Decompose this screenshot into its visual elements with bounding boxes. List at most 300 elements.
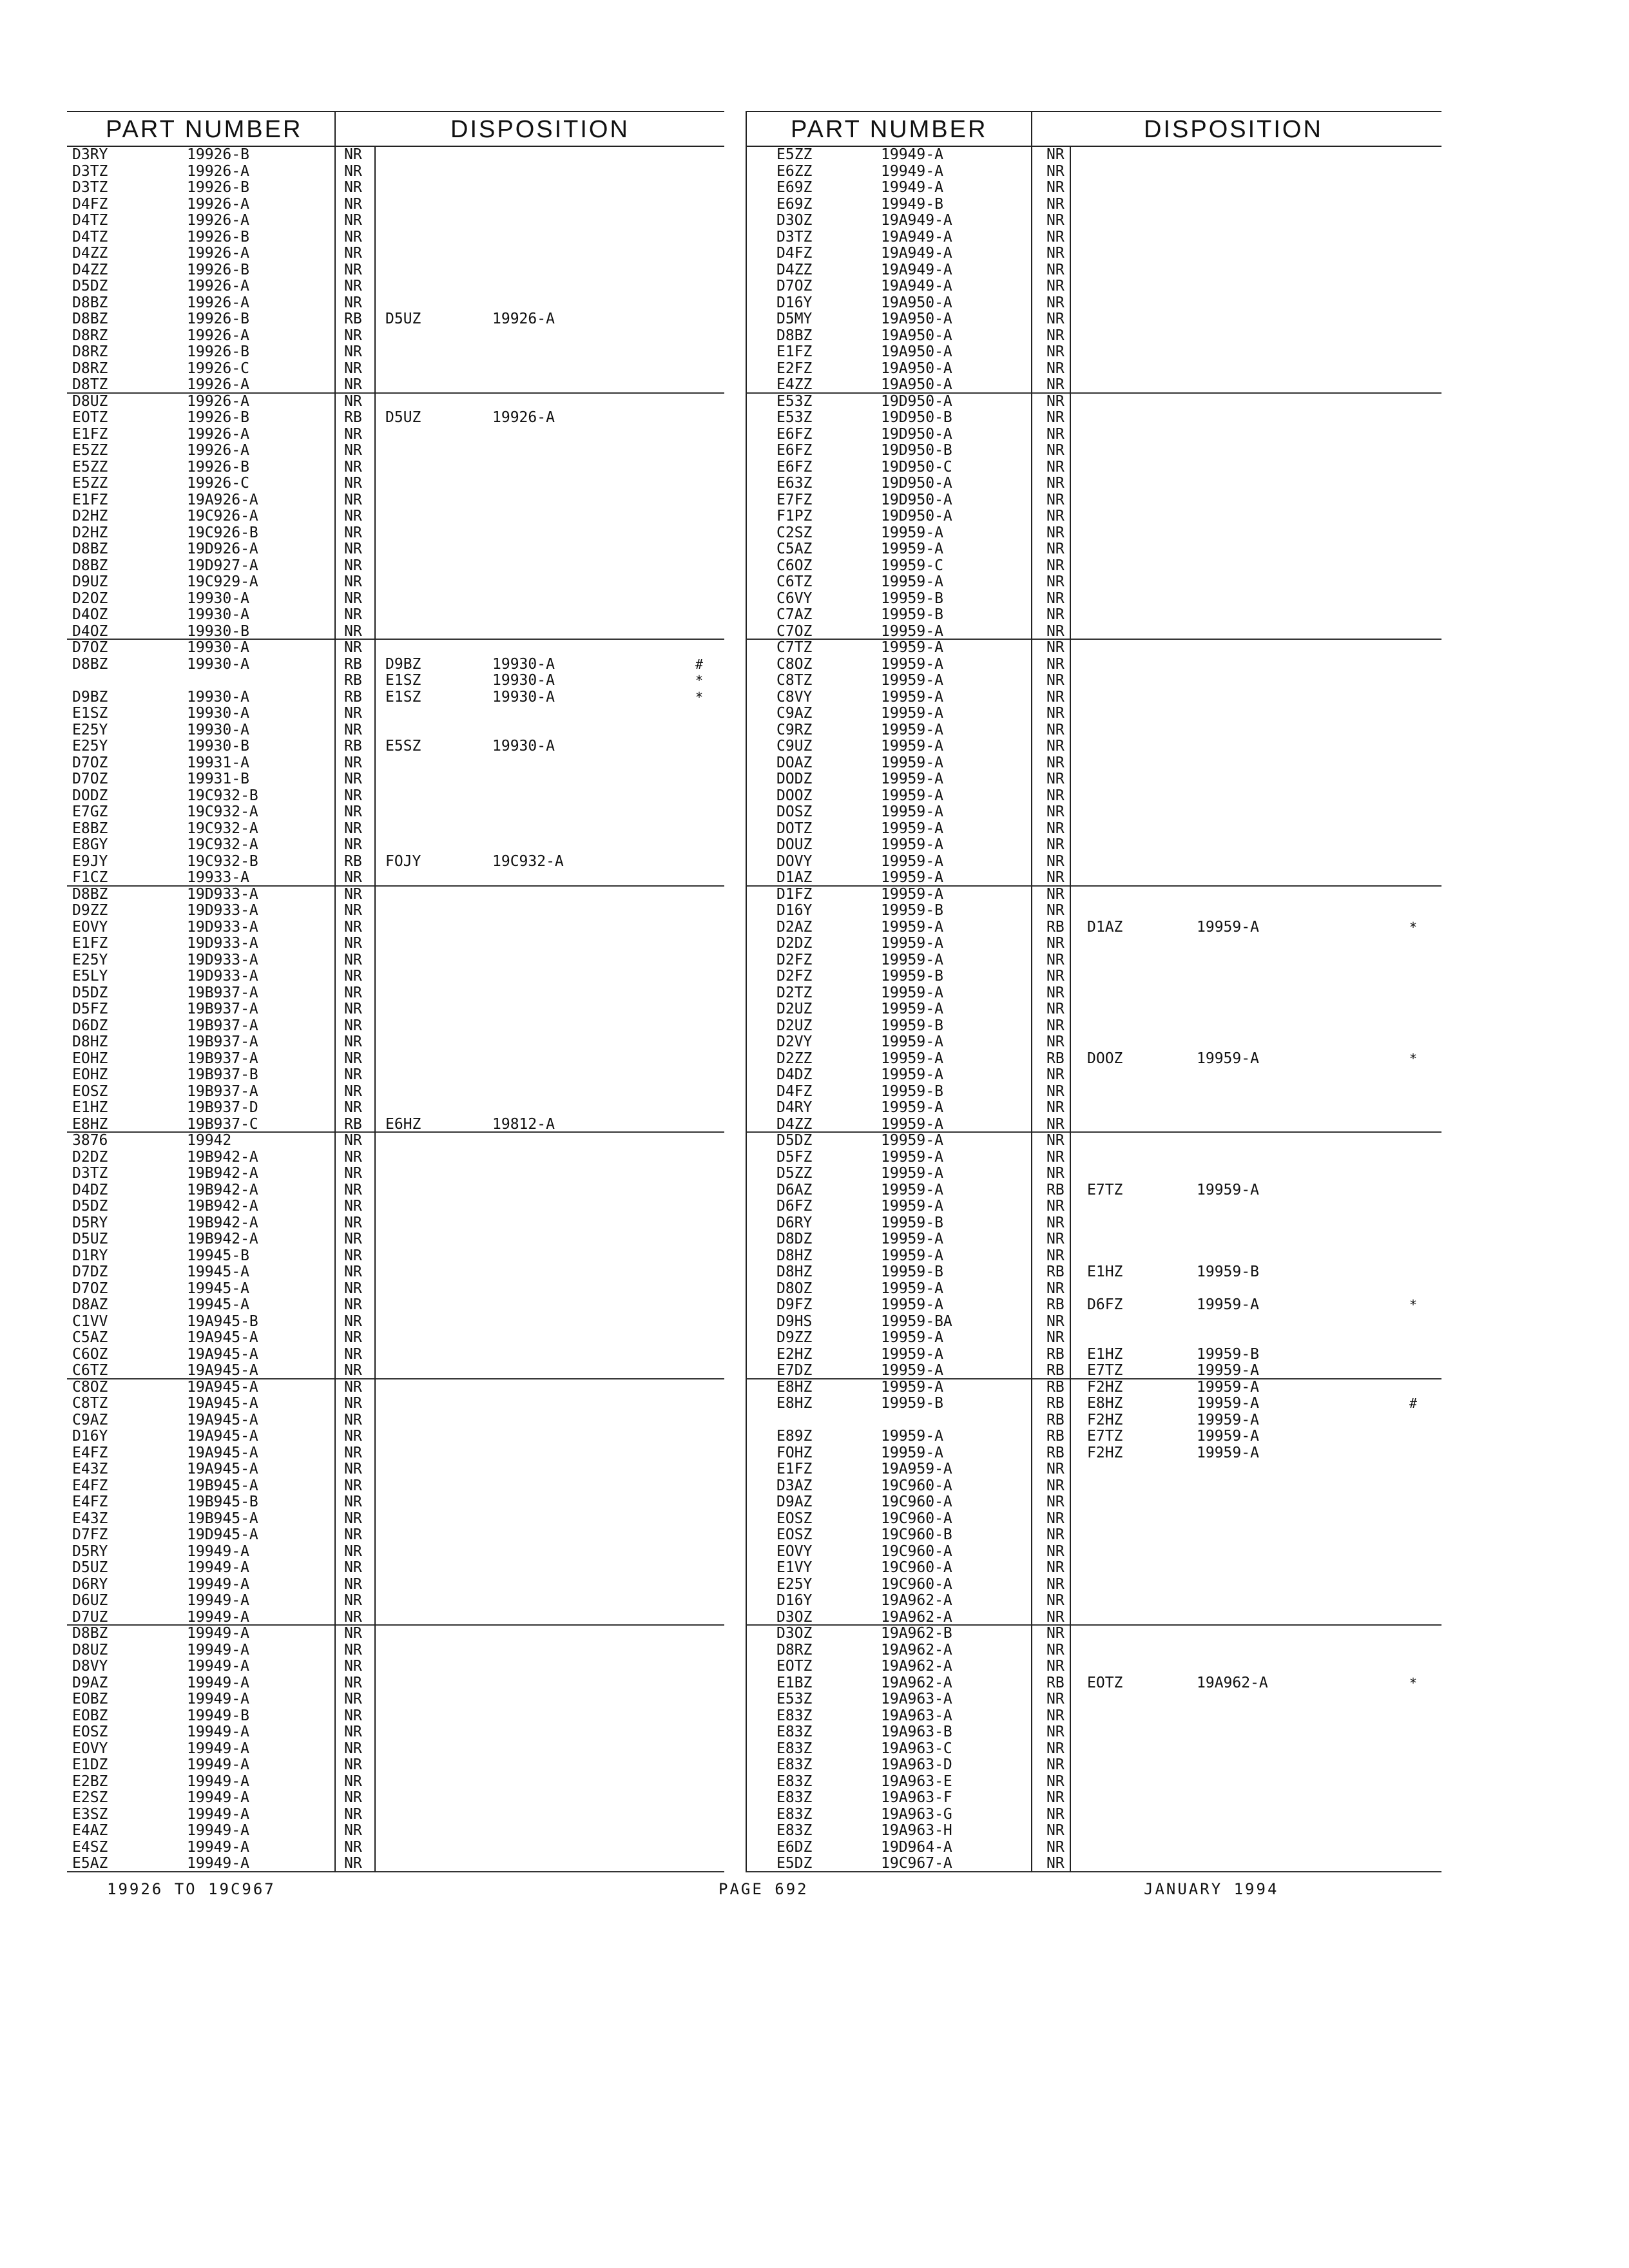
part-number: 19959-A <box>881 1444 943 1461</box>
disposition-code: NR <box>1046 606 1065 623</box>
prefix: D8DZ <box>776 1231 813 1247</box>
column-divider <box>1070 147 1071 1872</box>
table-row <box>67 1314 724 1331</box>
prefix: D3OZ <box>776 212 813 229</box>
part-number: 19949-A <box>187 1559 249 1576</box>
disposition-code: NR <box>344 1559 362 1576</box>
disposition-code: NR <box>1046 1017 1065 1034</box>
part-number: 19930-A <box>187 705 249 722</box>
prefix: E7GZ <box>72 803 108 820</box>
table-row <box>67 377 724 394</box>
prefix: D5UZ <box>72 1559 108 1576</box>
disposition-code: NR <box>344 1411 362 1428</box>
table-row <box>746 1790 1441 1807</box>
table-row <box>67 804 724 821</box>
column-divider <box>1031 147 1032 1872</box>
prefix: E25Y <box>72 721 108 738</box>
part-number: 19959-A <box>881 1099 943 1116</box>
disposition-code: NR <box>344 1625 362 1642</box>
note-mark: # <box>695 656 704 672</box>
column-divider <box>334 147 336 1872</box>
part-number: 19B937-B <box>187 1066 258 1083</box>
table-row <box>746 985 1441 1002</box>
prefix: E4ZZ <box>776 376 813 393</box>
part-number: 19949-A <box>187 1789 249 1806</box>
replacement-prefix: D5UZ <box>385 311 421 327</box>
prefix: D2DZ <box>72 1148 108 1166</box>
part-number: 19959-B <box>881 1264 943 1280</box>
table-row <box>746 508 1441 525</box>
table-row <box>746 295 1441 312</box>
table-row <box>746 870 1441 887</box>
replacement-part: 19959-A <box>1197 1181 1259 1198</box>
table-row <box>67 410 724 427</box>
prefix: D8BZ <box>776 327 813 344</box>
prefix: D4ZZ <box>72 261 108 278</box>
prefix: D5FZ <box>776 1148 813 1166</box>
part-number: 19D950-A <box>881 475 952 492</box>
replacement-prefix: F2HZ <box>1087 1378 1123 1396</box>
part-number: 19C960-A <box>881 1477 952 1494</box>
prefix: E53Z <box>776 1691 813 1707</box>
table-row <box>67 262 724 279</box>
prefix: C2SZ <box>776 524 813 541</box>
disposition-code: NR <box>1046 392 1065 410</box>
disposition-code: NR <box>1046 475 1065 492</box>
prefix: DOOZ <box>776 787 813 804</box>
replacement-prefix: E6HZ <box>385 1115 421 1133</box>
prefix: E89Z <box>776 1428 813 1445</box>
prefix: D7OZ <box>72 639 108 656</box>
part-number: 19959-A <box>881 787 943 804</box>
disposition-code: NR <box>1046 754 1065 771</box>
table-row <box>67 245 724 262</box>
disposition-code: NR <box>344 1181 362 1198</box>
table-row <box>746 1708 1441 1725</box>
table-row <box>746 722 1441 739</box>
part-number: 19930-A <box>187 655 249 673</box>
replacement-prefix: DOOZ <box>1087 1050 1123 1067</box>
table-row <box>67 640 724 657</box>
table-row <box>67 1544 724 1561</box>
prefix: D2UZ <box>776 1017 813 1034</box>
part-number: 19C932-A <box>187 820 258 837</box>
disposition-code: NR <box>344 1395 362 1412</box>
part-number: 19949-B <box>881 195 943 213</box>
disposition-code: NR <box>1046 1805 1065 1823</box>
table-row <box>67 771 724 788</box>
disposition-code: NR <box>1046 458 1065 476</box>
prefix: DOUZ <box>776 836 813 853</box>
table-row <box>746 1774 1441 1791</box>
table-row <box>746 1428 1441 1445</box>
part-number: 19A950-A <box>881 311 952 327</box>
right-table <box>746 111 1441 1872</box>
table-row <box>67 1658 724 1675</box>
disposition-code: NR <box>344 524 362 541</box>
prefix: D3OZ <box>776 1625 813 1642</box>
table-row <box>67 1774 724 1791</box>
table-row <box>67 1281 724 1298</box>
prefix: EOVY <box>776 1542 813 1560</box>
part-number: 19A959-A <box>881 1461 952 1477</box>
disposition-code: NR <box>1046 1625 1065 1642</box>
prefix: D9ZZ <box>72 902 108 919</box>
prefix: E4FZ <box>72 1444 108 1461</box>
prefix: E4SZ <box>72 1838 108 1856</box>
table-row <box>746 1461 1441 1478</box>
disposition-code: RB <box>1046 1181 1065 1198</box>
prefix: D8BZ <box>72 1625 108 1642</box>
disposition-code: NR <box>344 162 362 180</box>
prefix: C8VY <box>776 688 813 706</box>
disposition-code: NR <box>344 1608 362 1626</box>
disposition-code: NR <box>344 179 362 196</box>
prefix: D6RY <box>776 1214 813 1231</box>
part-number: 19A962-A <box>881 1674 952 1691</box>
part-number: 19959-B <box>881 590 943 607</box>
disposition-code: NR <box>344 1641 362 1658</box>
table-row <box>746 624 1441 640</box>
disposition-code: RB <box>1046 1362 1065 1379</box>
part-number: 19930-A <box>187 590 249 607</box>
prefix: D7OZ <box>72 754 108 771</box>
part-number-header: PART NUMBER <box>106 116 303 143</box>
left-table-header <box>67 111 724 147</box>
note-mark: * <box>695 673 704 688</box>
prefix: D8VY <box>72 1658 108 1675</box>
part-number: 19A963-A <box>881 1691 952 1707</box>
prefix: E25Y <box>72 951 108 968</box>
prefix: D4TZ <box>72 212 108 229</box>
part-number: 19D950-A <box>881 508 952 524</box>
disposition-code: NR <box>1046 524 1065 541</box>
part-number: 19930-A <box>187 639 249 656</box>
replacement-part: 19959-A <box>1197 1395 1259 1412</box>
part-number: 19959-A <box>881 1132 943 1149</box>
disposition-code: NR <box>344 1477 362 1494</box>
table-row <box>67 1642 724 1659</box>
table-row <box>67 525 724 542</box>
disposition-code: NR <box>344 1805 362 1823</box>
prefix: EOVY <box>72 918 108 936</box>
part-number: 19D950-C <box>881 458 952 476</box>
table-row <box>67 1084 724 1100</box>
prefix: D8BZ <box>72 311 108 327</box>
table-row <box>746 738 1441 755</box>
prefix: D16Y <box>776 902 813 919</box>
disposition-code: NR <box>344 195 362 213</box>
part-number: 19959-A <box>881 836 943 853</box>
part-number: 19949-A <box>187 1674 249 1691</box>
disposition-code: NR <box>1046 935 1065 952</box>
replacement-prefix: D1AZ <box>1087 918 1123 936</box>
disposition-code: NR <box>344 1345 362 1363</box>
replacement-prefix: E8HZ <box>1087 1395 1123 1412</box>
disposition-code: NR <box>344 935 362 952</box>
prefix: E5ZZ <box>72 475 108 492</box>
table-row <box>67 328 724 345</box>
part-number: 19A962-B <box>881 1625 952 1642</box>
prefix: D6AZ <box>776 1181 813 1198</box>
prefix: D5UZ <box>72 1231 108 1247</box>
table-row <box>746 1396 1441 1412</box>
prefix: E83Z <box>776 1773 813 1790</box>
table-row <box>67 854 724 870</box>
part-number: 19949-A <box>187 1838 249 1856</box>
prefix: C9UZ <box>776 738 813 754</box>
table-row <box>746 1741 1441 1758</box>
table-row <box>746 1018 1441 1035</box>
part-number: 19926-A <box>187 442 249 459</box>
disposition-code: NR <box>344 1707 362 1724</box>
disposition-code: NR <box>1046 1099 1065 1116</box>
table-row <box>67 459 724 476</box>
replacement-prefix: F2HZ <box>1087 1411 1123 1428</box>
table-row <box>67 541 724 558</box>
table-row <box>746 1658 1441 1675</box>
table-row <box>746 936 1441 952</box>
left-table-rows <box>67 147 724 1872</box>
prefix: D8BZ <box>72 655 108 673</box>
right-table-rows <box>746 147 1441 1872</box>
part-number: 19C960-A <box>881 1559 952 1576</box>
prefix: C9AZ <box>72 1411 108 1428</box>
table-row <box>746 1281 1441 1298</box>
table-row <box>746 673 1441 689</box>
part-number: 19A949-A <box>881 212 952 229</box>
prefix: D4FZ <box>776 1082 813 1100</box>
prefix: DOTZ <box>776 820 813 837</box>
disposition-code: NR <box>1046 1740 1065 1757</box>
disposition-code: NR <box>344 491 362 508</box>
part-number: 19959-B <box>881 606 943 623</box>
part-number: 19B937-A <box>187 1082 258 1100</box>
disposition-code: NR <box>344 1494 362 1510</box>
disposition-code: NR <box>344 754 362 771</box>
part-number: 19A949-A <box>881 261 952 278</box>
part-number: 19C932-B <box>187 787 258 804</box>
prefix: D9AZ <box>72 1674 108 1691</box>
table-row <box>67 558 724 575</box>
part-number: 19949-A <box>187 1608 249 1626</box>
replacement-prefix: E7TZ <box>1087 1362 1123 1379</box>
table-row <box>746 706 1441 722</box>
table-row <box>67 1840 724 1856</box>
table-row <box>746 1067 1441 1084</box>
disposition-code: NR <box>344 1017 362 1034</box>
table-row <box>746 1231 1441 1248</box>
table-row <box>67 492 724 509</box>
part-number: 19959-B <box>881 1017 943 1034</box>
part-number-header: PART NUMBER <box>791 116 988 143</box>
disposition-code: NR <box>1046 655 1065 673</box>
disposition-code: NR <box>344 294 362 311</box>
prefix: D16Y <box>776 294 813 311</box>
note-mark: * <box>1409 1675 1418 1691</box>
table-row <box>746 1577 1441 1593</box>
disposition-code: RB <box>1046 1296 1065 1313</box>
table-row <box>67 1724 724 1741</box>
part-number: 19A945-A <box>187 1444 258 1461</box>
prefix: C8OZ <box>776 655 813 673</box>
part-number: 19949-A <box>187 1756 249 1773</box>
prefix: E83Z <box>776 1822 813 1839</box>
table-row <box>746 771 1441 788</box>
table-row <box>67 1379 724 1396</box>
table-row <box>746 197 1441 213</box>
disposition-code: NR <box>1046 1280 1065 1297</box>
disposition-code: NR <box>1046 541 1065 557</box>
disposition-code: RB <box>344 688 362 706</box>
part-number: 19949-A <box>187 1658 249 1675</box>
prefix: E53Z <box>776 409 813 426</box>
part-number: 19945-A <box>187 1280 249 1297</box>
disposition-code: RB <box>1046 1428 1065 1445</box>
prefix: E1FZ <box>776 1461 813 1477</box>
disposition-code: NR <box>1046 228 1065 245</box>
disposition-code: NR <box>344 1822 362 1839</box>
prefix: E5ZZ <box>72 458 108 476</box>
disposition-code: NR <box>344 1674 362 1691</box>
disposition-code: NR <box>1046 1510 1065 1527</box>
prefix: DODZ <box>72 787 108 804</box>
part-number: 19959-A <box>881 1231 943 1247</box>
disposition-code: NR <box>1046 425 1065 443</box>
table-row <box>67 1577 724 1593</box>
part-number: 19959-A <box>881 771 943 787</box>
prefix: D2DZ <box>776 935 813 952</box>
prefix: E69Z <box>776 195 813 213</box>
part-number: 19C929-A <box>187 573 258 590</box>
replacement-part: 19959-A <box>1197 918 1259 936</box>
part-number: 19959-A <box>881 885 943 903</box>
table-row <box>67 1117 724 1133</box>
prefix: E4FZ <box>72 1477 108 1494</box>
part-number: 19959-A <box>881 1378 943 1396</box>
part-number: 19926-A <box>187 162 249 180</box>
prefix: D6FZ <box>776 1198 813 1215</box>
disposition-code: NR <box>1046 442 1065 459</box>
table-row <box>67 1330 724 1347</box>
prefix: D9BZ <box>72 688 108 706</box>
part-number: 19942 <box>187 1132 232 1149</box>
table-row <box>746 1264 1441 1281</box>
table-row <box>67 1018 724 1035</box>
disposition-code: NR <box>344 1247 362 1264</box>
disposition-code: RB <box>344 409 362 426</box>
replacement-prefix: E5SZ <box>385 738 421 754</box>
part-number: 19949-A <box>187 1625 249 1642</box>
table-row <box>67 1527 724 1544</box>
part-number: 19930-A <box>187 606 249 623</box>
part-number: 19D933-A <box>187 951 258 968</box>
disposition-code: NR <box>1046 146 1065 163</box>
table-row <box>67 1823 724 1840</box>
part-number: 19959-B <box>881 902 943 919</box>
replacement-part: 19812-A <box>492 1115 555 1133</box>
table-row <box>67 278 724 295</box>
prefix: C6VY <box>776 590 813 607</box>
part-number: 19930-A <box>187 688 249 706</box>
table-row <box>67 689 724 706</box>
part-number: 19959-A <box>881 1066 943 1083</box>
table-row <box>746 311 1441 328</box>
disposition-code: NR <box>344 508 362 524</box>
part-number: 19959-A <box>881 705 943 722</box>
prefix: D8TZ <box>72 376 108 393</box>
table-row <box>67 361 724 378</box>
part-number: 19959-A <box>881 688 943 706</box>
part-number: 19959-A <box>881 1329 943 1346</box>
prefix: D9FZ <box>776 1296 813 1313</box>
disposition-code: RB <box>1046 1264 1065 1280</box>
prefix: D5DZ <box>776 1132 813 1149</box>
prefix: C5AZ <box>72 1329 108 1346</box>
part-number: 19A945-A <box>187 1362 258 1379</box>
replacement-prefix: E7TZ <box>1087 1181 1123 1198</box>
prefix: C8TZ <box>776 672 813 689</box>
part-number: 19945-A <box>187 1264 249 1280</box>
table-row <box>746 459 1441 476</box>
table-row <box>67 1363 724 1379</box>
disposition-code: NR <box>344 622 362 640</box>
disposition-code: NR <box>344 1329 362 1346</box>
prefix: D3RY <box>72 146 108 163</box>
prefix: E1DZ <box>72 1756 108 1773</box>
prefix: C6OZ <box>776 557 813 574</box>
part-number: 19959-A <box>881 1165 943 1182</box>
disposition-code: NR <box>344 475 362 492</box>
replacement-prefix: E1SZ <box>385 672 421 689</box>
prefix: D4ZZ <box>72 245 108 262</box>
prefix: D6RY <box>72 1575 108 1593</box>
table-row <box>746 1314 1441 1331</box>
replacement-part: 19959-A <box>1197 1296 1259 1313</box>
part-number: 19959-A <box>881 639 943 656</box>
part-number: 19959-B <box>881 968 943 985</box>
table-row <box>67 1560 724 1577</box>
disposition-code: NR <box>1046 557 1065 574</box>
table-row <box>67 427 724 443</box>
prefix: C7TZ <box>776 639 813 656</box>
replacement-prefix: E1HZ <box>1087 1264 1123 1280</box>
prefix: D2AZ <box>776 918 813 936</box>
prefix: F1PZ <box>776 508 813 524</box>
table-row <box>746 821 1441 838</box>
part-number: 19959-A <box>881 655 943 673</box>
part-number: 19C926-A <box>187 508 258 524</box>
part-number: 19959-B <box>881 1082 943 1100</box>
disposition-code: NR <box>344 1575 362 1593</box>
table-row <box>746 410 1441 427</box>
part-number: 19933-A <box>187 869 249 886</box>
table-row <box>746 1166 1441 1182</box>
part-number: 19B937-A <box>187 984 258 1001</box>
disposition-code: NR <box>344 968 362 985</box>
prefix: D7FZ <box>72 1526 108 1543</box>
replacement-prefix: D5UZ <box>385 409 421 426</box>
disposition-code: RB <box>1046 1378 1065 1396</box>
disposition-code: NR <box>1046 672 1065 689</box>
prefix: E5ZZ <box>776 146 813 163</box>
table-row <box>746 1133 1441 1149</box>
part-number: 19926-B <box>187 343 249 360</box>
part-number: 19A945-A <box>187 1461 258 1477</box>
prefix: D16Y <box>776 1592 813 1609</box>
prefix: D8BZ <box>72 541 108 557</box>
part-number: 19949-A <box>187 1773 249 1790</box>
